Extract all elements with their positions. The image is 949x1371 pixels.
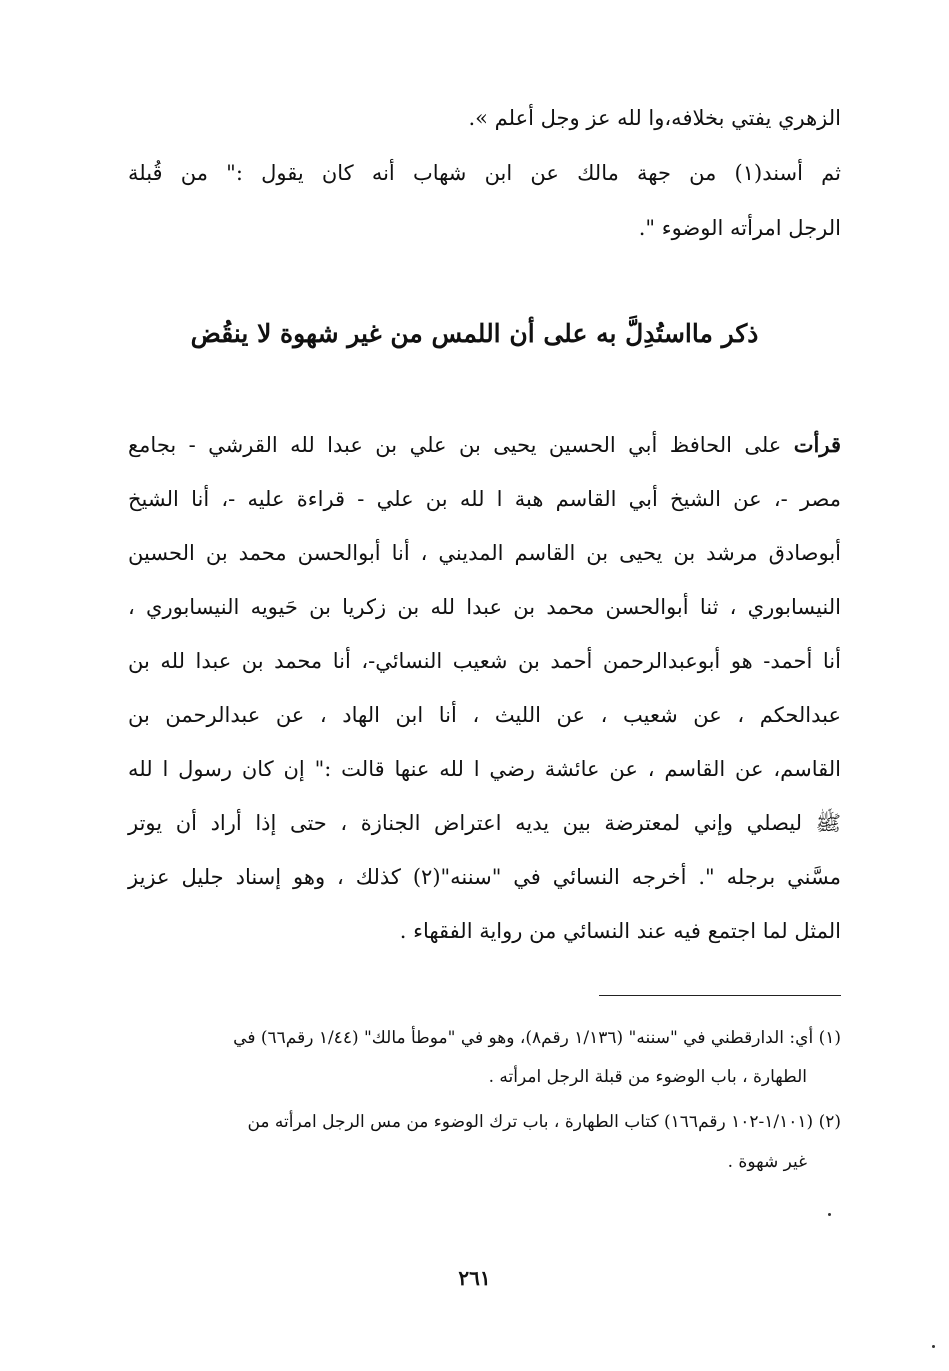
page-number: ٢٦١	[458, 1266, 491, 1290]
body-line-1	[128, 430, 841, 460]
intro-line-2: ثم أسند(١) من جهة مالك عن ابن شهاب أنه كان يقول :" من قُبلة	[128, 161, 841, 185]
body-line-5: أنا أحمد- هو أبوعبدالرحمن أحمد بن شعيب النسائي-، أنا محمد بن عبدا لله بن	[128, 649, 841, 673]
body-lead-word: قرأت	[793, 432, 841, 457]
footnote-2-line-1: (٢) (١/١٠١-١٠٢ رقم١٦٦) كتاب الطهارة ، باب ترك الوضوء من مس الرجل امرأته من	[247, 1112, 841, 1132]
body-line-3: أبوصادق مرشد بن يحيى بن القاسم المديني ، أنا أبوالحسن محمد بن الحسين	[128, 541, 841, 565]
footnote-1-line-1: (١) أي: الدارقطني في "سننه" (١/١٣٦ رقم٨)، وهو في "موطأ مالك" (١/٤٤ رقم٦٦) في	[233, 1028, 841, 1048]
footnote-separator	[599, 995, 841, 996]
body-line-10: المثل لما اجتمع فيه عند النسائي من رواية الفقهاء .	[399, 919, 841, 943]
body-line-6: عبدالحكم ، عن شعيب ، عن الليث ، أنا ابن الهاد ، عن عبدالرحمن بن	[128, 703, 841, 727]
body-line-4: النيسابوري ، ثنا أبوالحسن محمد بن عبدا لله بن زكريا بن حَيويه النيسابوري ،	[128, 595, 841, 619]
intro-line-3: الرجل امرأته الوضوء ".	[638, 216, 841, 240]
body-line-1-text: على الحافظ أبي الحسين يحيى بن علي بن عبدا لله القرشي - بجامع	[128, 433, 794, 457]
body-line-7: القاسم، عن القاسم ، عن عائشة رضي ا لله عنها قالت :" إن كان رسول ا لله	[128, 757, 841, 781]
body-line-8: ﷺ ليصلي وإني لمعترضة بين يديه اعتراض الجنازة ، حتى إذا أراد أن يوتر	[128, 811, 841, 835]
intro-line-1: الزهري يفتي بخلافه،وا لله عز وجل أعلم ».	[468, 106, 841, 130]
footnote-1-line-2: الطهارة ، باب الوضوء من قبلة الرجل امرأته .	[488, 1067, 807, 1087]
footnote-2-line-2: غير شهوة .	[727, 1152, 807, 1172]
scan-speck	[932, 1345, 935, 1348]
section-heading: ذكر مااستُدِلَّ به على أن اللمس من غير شهوة لا ينقُض	[190, 319, 759, 348]
body-line-9: مسَّني برجله ". أخرجه النسائي في "سننه"(٢) كذلك ، وهو إسناد جليل عزيز	[128, 865, 841, 889]
scan-speck	[828, 1213, 831, 1216]
body-line-2: مصر -، عن الشيخ أبي القاسم هبة ا لله بن علي - قراءة عليه -، أنا الشيخ	[128, 487, 841, 511]
